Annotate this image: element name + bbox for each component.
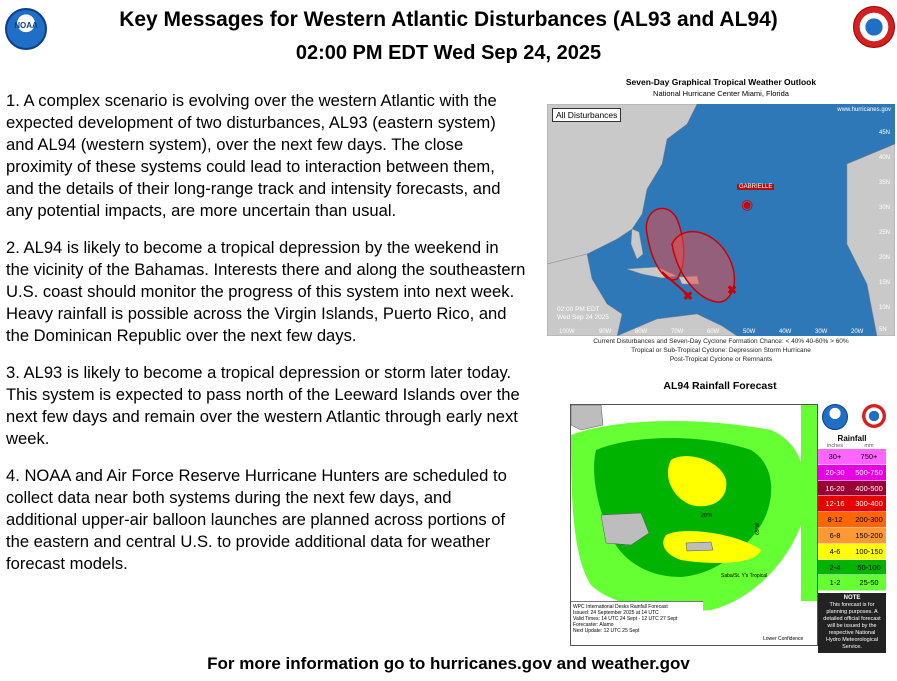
- legend-bin-mm: 150-200: [852, 528, 886, 544]
- al93-area: [672, 232, 734, 302]
- legend-bin-mm: 500-750: [852, 465, 886, 481]
- timestamp-line2: Wed Sep 24 2025: [557, 314, 609, 321]
- florida-land: [631, 229, 643, 259]
- legend-bin-mm: 200-300: [852, 512, 886, 528]
- outlook-map-graphic: [547, 104, 895, 336]
- legend-bin-mm: 750+: [852, 449, 886, 465]
- info-line: Issued: 24 September 2025 at 14 UTC: [573, 610, 659, 616]
- legend-bin-row: [818, 544, 886, 560]
- page-subtitle: 02:00 PM EDT Wed Sep 24, 2025: [295, 42, 602, 64]
- lat-label: 35N: [879, 180, 891, 186]
- lon-label: 60W: [707, 329, 720, 335]
- legend-line2: Tropical or Sub-Tropical Cyclone: Depression Storm Hurricane: [631, 347, 811, 354]
- legend-bin-inches: 8-12: [818, 512, 852, 528]
- legend-bin-inches: 6-8: [818, 528, 852, 544]
- nws-logo-icon: [853, 6, 895, 48]
- key-messages: [6, 90, 526, 590]
- hurricane-icon: ◉: [741, 196, 754, 212]
- legend-bin-row: [818, 449, 886, 465]
- lon-label: 30W: [815, 329, 828, 335]
- outlook-subtitle: National Hurricane Center Miami, Florida: [653, 89, 789, 98]
- rainfall-title: AL94 Rainfall Forecast: [663, 380, 777, 392]
- legend-bin-inches: 20-30: [818, 465, 852, 481]
- lon-label: 80W: [635, 329, 648, 335]
- puerto-rico-land: [686, 542, 713, 551]
- message-4: 4. NOAA and Air Force Reserve Hurricane Hunters are scheduled to collect data near both systems during the next few days, and additional upper-air balloon launches are planned across portions of the eastern and central U.S. to provide additional data for weather forecast models.: [6, 466, 507, 573]
- note-text: This forecast is for planning purposes. A detailed official forecast will be issued by the respective National Hydro Meteorological Service.: [823, 602, 881, 651]
- info-line: Next Update: 12 UTC 25 Sept: [573, 628, 640, 634]
- rainfall-note: [818, 593, 886, 653]
- info-line: Valid Times: 14 UTC 24 Sept - 12 UTC 27 Sept: [573, 616, 678, 622]
- all-disturbances-tag: All Disturbances: [552, 108, 621, 122]
- outlook-ocean: [547, 104, 895, 336]
- timestamp-line1: 02:00 PM EDT: [557, 306, 600, 313]
- legend-bin-mm: 25-50: [852, 575, 886, 591]
- lon-label: 100W: [559, 329, 575, 335]
- legend-bin-row: [818, 575, 886, 591]
- unit-inches: inches: [827, 443, 843, 449]
- message-3: 3. AL93 is likely to become a tropical depression or storm later today. This system is expected to pass north of the Leeward Islands over the next few days and remain over the western Atlantic through early next week.: [6, 363, 520, 448]
- lat-label: 20N: [879, 255, 891, 261]
- footer-info: For more information go to hurricanes.gov and weather.gov: [207, 654, 690, 673]
- lon-label: 70W: [671, 329, 684, 335]
- legend-bin-mm: 300-400: [852, 496, 886, 512]
- lon-label: 65°W: [755, 522, 761, 535]
- lon-label: 20W: [851, 329, 864, 335]
- lat-label: 30N: [879, 205, 891, 211]
- rainfall-logos: [822, 404, 892, 432]
- lat-label: 15N: [879, 280, 891, 286]
- mexico-land: [547, 254, 622, 336]
- outlook-header: [547, 72, 895, 104]
- low-confidence-label: Lower Confidence: [763, 636, 804, 642]
- legend-line3: Post-Tropical Cyclone or Remnants: [669, 356, 773, 363]
- noaa-logo-text: NOAA: [14, 21, 38, 30]
- lon-label: 50W: [743, 329, 756, 335]
- nws-logo-icon: [862, 404, 886, 428]
- lat-label: 20°N: [701, 513, 713, 519]
- legend-bin-inches: 12-16: [818, 496, 852, 512]
- legend-bin-row: [818, 481, 886, 497]
- info-line: WPC International Desks Rainfall Forecast: [573, 604, 668, 610]
- outlook-url: www.hurricanes.gov: [837, 107, 891, 113]
- rain-1-2-edge: [801, 405, 817, 601]
- legend-bin-row: [818, 496, 886, 512]
- outlook-map: [547, 72, 895, 380]
- al94-marker: ✖: [683, 289, 694, 303]
- legend-bin-inches: 16-20: [818, 481, 852, 497]
- lat-label: 5N: [879, 327, 887, 333]
- outlook-legend: [547, 336, 895, 380]
- lat-label: 10N: [879, 305, 891, 311]
- legend-bin-inches: 4-6: [818, 544, 852, 560]
- note-title: NOTE: [843, 595, 861, 602]
- legend-title: Rainfall: [837, 434, 867, 443]
- legend-bin-inches: 1-2: [818, 575, 852, 591]
- outlook-timestamp: [557, 306, 609, 322]
- legend-bin-row: [818, 528, 886, 544]
- florida-land: [571, 405, 603, 430]
- rainfall-legend: [818, 434, 886, 653]
- legend-bin-mm: 100-150: [852, 544, 886, 560]
- legend-bin-inches: 2-4: [818, 560, 852, 576]
- lat-label: 40N: [879, 155, 891, 161]
- legend-bin-row: [818, 512, 886, 528]
- lon-label: 40W: [779, 329, 792, 335]
- info-line: Forecaster: Alamo: [573, 622, 614, 628]
- legend-bin-inches: 30+: [818, 449, 852, 465]
- al93-marker: ✖: [727, 283, 738, 297]
- outlook-title: Seven-Day Graphical Tropical Weather Outlook: [625, 77, 817, 87]
- legend-bin-row: [818, 560, 886, 576]
- lon-labels: [559, 329, 864, 335]
- noaa-logo-icon: [5, 8, 47, 50]
- unit-mm: mm: [864, 443, 874, 449]
- rainfall-info-box: [571, 601, 703, 645]
- message-2: 2. AL94 is likely to become a tropical depression by the weekend in the vicinity of the Bahamas. Interests there and along the southeastern U.S. coast should monitor the progress of this system into next week. Heavy rainfall is possible across the Virgin Islands, Puerto Rico, and the Dominican Republic over the next few days.: [6, 238, 526, 345]
- lat-label: 45N: [879, 130, 891, 136]
- legend-bin-row: [818, 465, 886, 481]
- legend-bin-mm: 50-100: [852, 560, 886, 576]
- lat-label: 25N: [879, 230, 891, 236]
- legend-line1: Current Disturbances and Seven-Day Cyclone Formation Chance: < 40% 40-60% > 60%: [593, 338, 849, 345]
- page-title: Key Messages for Western Atlantic Disturbances (AL93 and AL94): [119, 8, 778, 31]
- message-1: 1. A complex scenario is evolving over the western Atlantic with the expected development of two disturbances, AL93 (eastern system) and AL94 (western system), over the next few days. The close proximity of these systems could lead to interaction between them, and the details of their long-range track and intensity forecasts, and any potential impacts, are more uncertain than usual.: [6, 91, 501, 220]
- legend-bin-mm: 400-500: [852, 481, 886, 497]
- legend-bins: [818, 449, 886, 591]
- storm-label: GABRIELLE: [739, 184, 773, 190]
- place-label: Saba/St. Y's Tropical: [721, 573, 768, 579]
- rainfall-map: [570, 404, 818, 646]
- noaa-logo-icon: [822, 404, 848, 430]
- lon-label: 90W: [599, 329, 612, 335]
